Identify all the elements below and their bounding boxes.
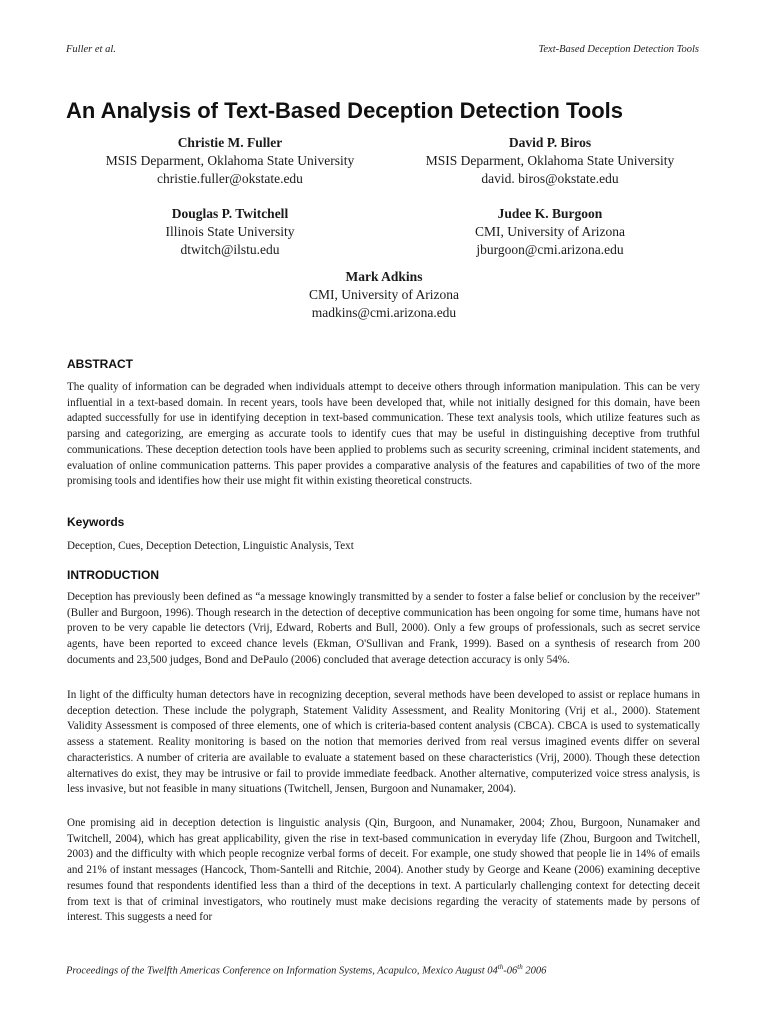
author-name: Christie M. Fuller [177,135,283,150]
author-affiliation: MSIS Deparment, Oklahoma State University [105,153,355,168]
author-name: Judee K. Burgoon [497,206,603,221]
author-email: christie.fuller@okstate.edu [157,171,303,186]
footer-text: -06 [503,965,518,977]
keywords-text: Deception, Cues, Deception Detection, Linguistic Analysis, Text [67,540,354,552]
author-block [400,134,700,188]
paper-title: An Analysis of Text-Based Deception Detection Tools [66,98,624,123]
author-name: Mark Adkins [345,269,423,284]
footer-text: 2006 [522,965,547,977]
introduction-heading: INTRODUCTION [67,568,159,582]
author-affiliation: CMI, University of Arizona [475,224,625,239]
author-name: David P. Biros [508,135,592,150]
author-block [400,205,700,259]
author-block [80,205,380,259]
author-email: dtwitch@ilstu.edu [180,242,280,257]
introduction-paragraph: Deception has previously been defined as “a message knowingly transmitted by a sender to foster a false belief or conclusion by the receiver” (Buller and Burgoon, 1996). Though research in the detection of deceptive communication has been ongoing for some time, humans have not proven to be very capable lie detectors (Vrij, Edward, Roberts and Bull, 2000). Only a few groups of professionals, such as secret service agents, have been reported to exceed chance levels (Ekman, O'Sullivan and Frank, 1999). Based on a synthesis of research from 200 documents and 23,500 judges, Bond and DePaulo (2006) concluded that average detection accuracy is only 54%. [67,591,700,666]
abstract-text: The quality of information can be degraded when individuals attempt to deceive others through information manipulation. This can be very influential in a text-based domain. In recent years, tools have been developed that, while not initially designed for this domain, have been adapted successfully for use in identifying deception in text-based communication. These text analysis tools, which utilize features such as parsing and categorizing, are emerging as accurate tools to identify cues that may be useful in distinguishing deceptive from truthful communications. These deception detection tools have been applied to problems such as security screening, criminal incident statements, and evaluation of online communication patterns. This paper provides a comparative analysis of the features and capabilities of two of the more promising tools and identifies how their use might fit within existing theoretical constructs. [67,381,700,488]
abstract-heading: ABSTRACT [67,357,133,371]
footer-superscript: th [517,963,523,971]
author-email: jburgoon@cmi.arizona.edu [476,242,624,257]
author-affiliation: CMI, University of Arizona [309,287,459,302]
introduction-paragraph: One promising aid in deception detection is linguistic analysis (Qin, Burgoon, and Nunamaker, 2004; Zhou, Burgoon, Nunamaker and Twitchell, 2004), which has great applicability, given the rise in text-based communication in everyday life (Zhou, Burgoon and Twitchell, 2003) and the difficulty with which people recognize verbal forms of deceit. For example, one study showed that people lie in 14% of emails and 21% of instant messages (Hancock, Thom-Santelli and Ritchie, 2004). Another study by George and Keane (2006) examining deceptive resumes found that respondents identified less than a third of the deceptions in text. A particularly challenging context for detecting deceit from text is that of criminal investigators, who routinely must make decisions regarding the veracity of statements made by persons of interest. This suggests a need for [67,817,700,924]
author-name: Douglas P. Twitchell [171,206,289,221]
header-short-title: Text-Based Deception Detection Tools [538,44,699,55]
header-authors: Fuller et al. [66,44,116,55]
author-block [80,134,380,188]
footer-text: Proceedings of the Twelfth Americas Conference on Information Systems, Acapulco, Mexico August 04 [66,965,498,977]
author-affiliation: MSIS Deparment, Oklahoma State University [425,153,675,168]
page-footer [66,963,546,977]
author-block [234,268,534,322]
footer-superscript: th [497,963,504,971]
introduction-paragraph: In light of the difficulty human detectors have in recognizing deception, several methods have been developed to assist or replace humans in deception detection. These include the polygraph, Statement Validity Assessment, and Reality Monitoring (Vrij et al., 2000). Statement Validity Assessment is composed of three elements, one of which is criteria-based content analysis (CBCA). CBCA is used to systematically assess a statement. Reality monitoring is based on the notion that memories derived from real versus imagined events differ on several characteristics. A number of criteria are available to evaluate a statement based on these characteristics (Vrij, 2000). Though these detection alternatives do exist, they may be intrusive or fail to provide immediate feedback. Another alternative, computerized voice stress analysis, is less invasive, but not feasible in many situations (Twitchell, Jensen, Burgoon and Nunamaker, 2004). [67,689,700,796]
author-email: madkins@cmi.arizona.edu [311,305,457,320]
keywords-heading: Keywords [67,515,125,529]
author-email: david. biros@okstate.edu [481,171,619,186]
author-affiliation: Illinois State University [165,224,295,239]
